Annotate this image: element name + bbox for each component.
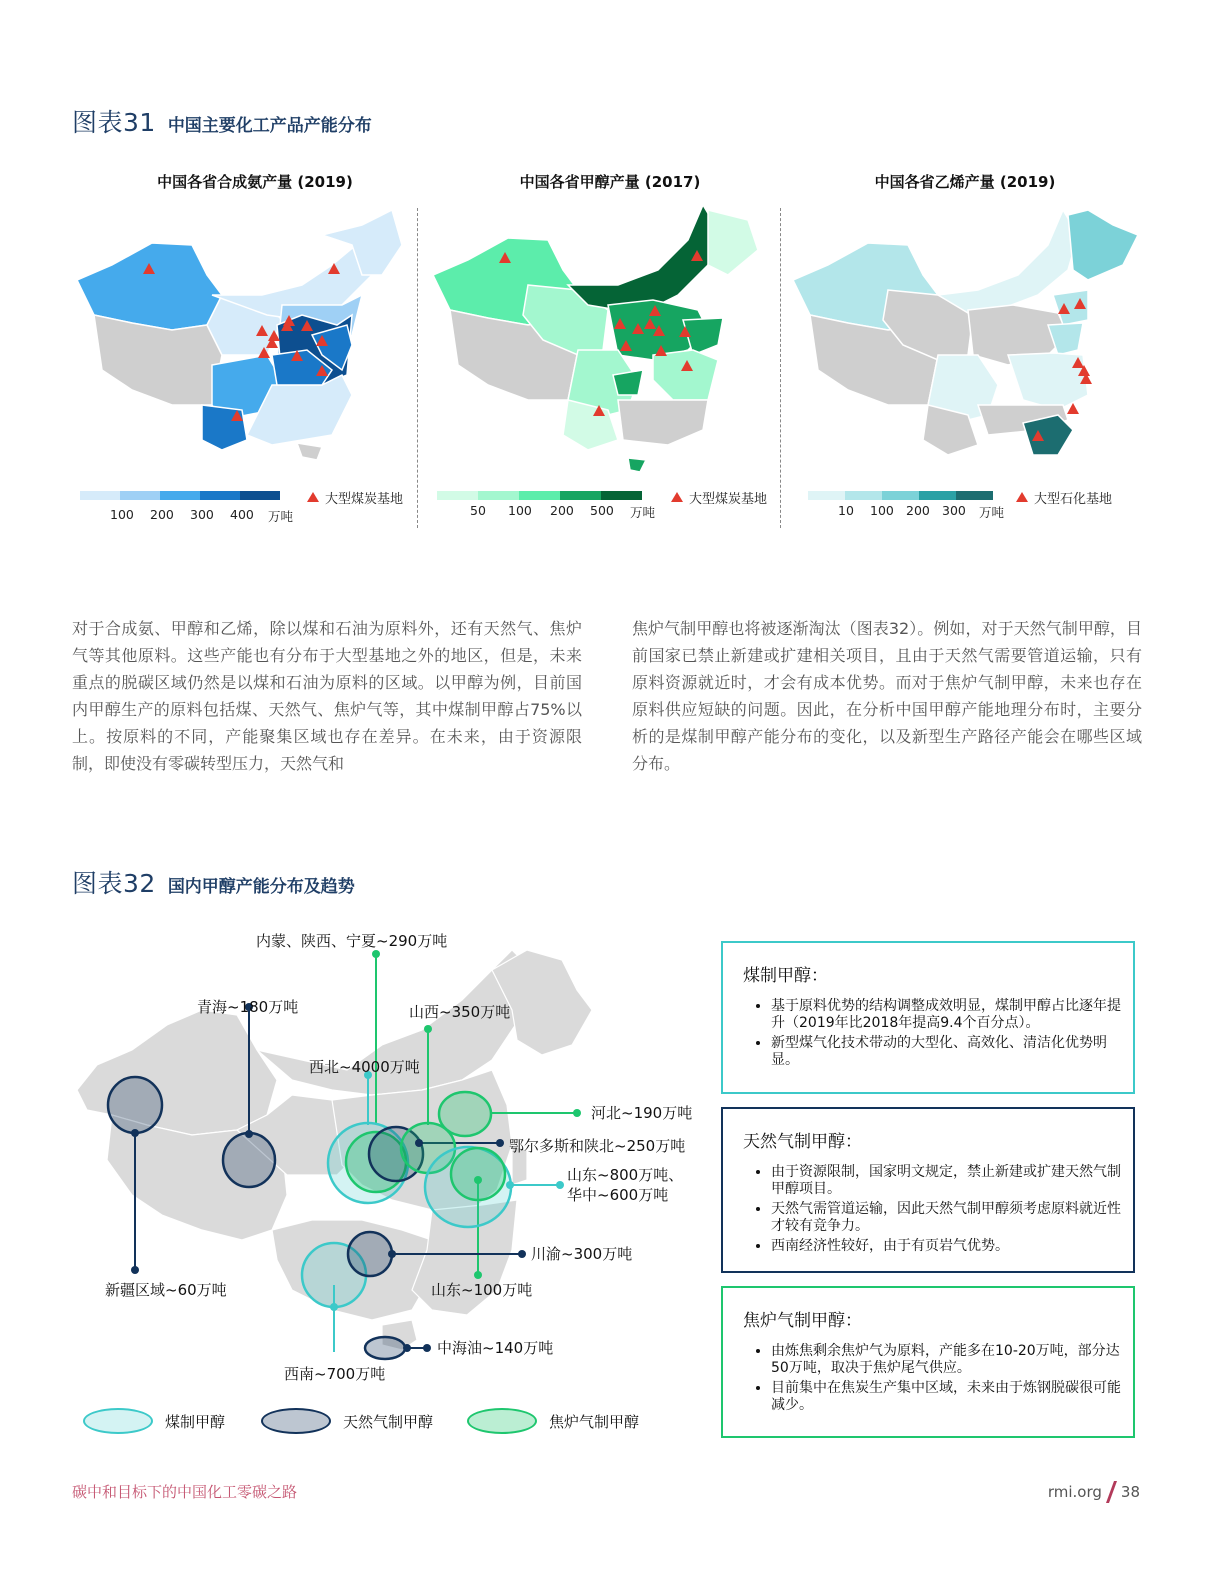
- legend-gas-methanol: 天然气制甲醇: [261, 1408, 433, 1434]
- footer-report-title: 碳中和目标下的中国化工零碳之路: [72, 1483, 298, 1501]
- triangle-marker-icon: [307, 492, 319, 502]
- callout-qinghai: 青海~180万吨: [197, 998, 299, 1016]
- list-item: • 目前集中在焦炭生产集中区域，未来由于炼钢脱碳很可能减少。: [771, 1380, 1121, 1414]
- gas-legend-swatch: [261, 1408, 331, 1434]
- region-hainan: [297, 443, 322, 460]
- circle-cnooc-gas: [365, 1337, 405, 1359]
- map-ammonia: [72, 205, 412, 485]
- circle-xinjiang-gas: [108, 1077, 162, 1133]
- info-box-coal: [721, 941, 1135, 1094]
- figure31-heading: [72, 103, 372, 139]
- map-methanol-title: 中国各省甲醇产量 (2017): [519, 173, 701, 191]
- slash-divider-icon: [1106, 1481, 1117, 1503]
- coal-legend-swatch: [83, 1408, 153, 1434]
- ammonia-legend-bar: [80, 491, 280, 500]
- callout-xinjiang: 新疆区域~60万吨: [105, 1281, 227, 1299]
- paragraph-right: 焦炉气制甲醇也将被逐渐淘汰（图表32）。例如，对于天然气制甲醇，目前国家已禁止新建或扩建相关项目，且由于天然气需要管道运输，只有原料资源就近时，才会有成本优势。而对于焦炉气制甲醇，未来也存在原料供应短缺的问题。因此，在分析中国甲醇产能地理分布时，主要分析的是煤制甲醇产能分布的变化，以及新型生产路径产能会在哪些区域分布。: [632, 619, 1142, 773]
- list-item: • 天然气需管道运输，因此天然气制甲醇须考虑原料就近性才较有竞争力。: [771, 1201, 1121, 1235]
- figure31-title: 中国主要化工产品产能分布: [167, 116, 372, 136]
- callout-sd-hz-2: 华中~600万吨: [567, 1186, 669, 1204]
- callout-shanxi: 山西~350万吨: [409, 1003, 511, 1021]
- info-box-coal-title: 煤制甲醇：: [743, 966, 828, 986]
- ethylene-legend-bar: [808, 491, 993, 500]
- map-methanol: [428, 200, 773, 480]
- legend-coal-methanol: 煤制甲醇: [83, 1408, 225, 1434]
- methanol-legend-labels: 50 100 200 500 万吨: [470, 503, 656, 520]
- region-tibet: [94, 315, 222, 405]
- page-number: 38: [1120, 1483, 1140, 1501]
- map-ethylene-title: 中国各省乙烯产量 (2019): [874, 173, 1056, 191]
- callout-cnooc: 中海油~140万吨: [437, 1339, 554, 1357]
- circle-shandong-coke: [451, 1148, 505, 1200]
- list-item: • 由炼焦剩余焦炉气为原料，产能多在10-20万吨，部分达50万吨，取决于焦炉尾气供应。: [771, 1343, 1121, 1377]
- ethylene-legend-labels: 10 100 200 300 万吨: [838, 503, 1005, 520]
- coke-legend-swatch: [467, 1408, 537, 1434]
- info-box-gas: [721, 1107, 1135, 1273]
- map-ethylene: [788, 205, 1143, 485]
- list-item: • 基于原料优势的结构调整成效明显，煤制甲醇占比逐年提升（2019年比2018年提高9.4个百分点）。: [771, 998, 1121, 1032]
- callout-chuanyu: 川渝~300万吨: [531, 1245, 633, 1263]
- callout-ordos: 鄂尔多斯和陕北~250万吨: [509, 1137, 686, 1155]
- callout-nmg: 内蒙、陕西、宁夏~290万吨: [256, 932, 448, 950]
- map-ammonia-title: 中国各省合成氨产量 (2019): [157, 173, 353, 191]
- callout-shandong: 山东~100万吨: [431, 1281, 533, 1299]
- paragraph-left: 对于合成氨、甲醇和乙烯，除以煤和石油为原料外，还有天然气、焦炉气等其他原料。这些产能也有分布于大型基地之外的地区，但是，未来重点的脱碳区域仍然是以煤和石油为原料的区域。以甲醇为例，目前国内甲醇生产的原料包括煤、天然气、焦炉气等，其中煤制甲醇占75%以上。按原料的不同，产能聚集区域也存在差异。在未来，由于资源限制，即使没有零碳转型压力，天然气和: [72, 619, 582, 773]
- circle-chuanyu-gas: [348, 1232, 392, 1276]
- triangle-marker-icon: [671, 492, 683, 502]
- info-box-gas-title: 天然气制甲醇：: [743, 1132, 862, 1152]
- callout-xibei: 西北~4000万吨: [309, 1058, 420, 1076]
- map-separator: [780, 208, 781, 528]
- callout-xinan: 西南~700万吨: [284, 1365, 386, 1383]
- circle-qinghai-gas: [223, 1133, 275, 1187]
- figure32-number: 图表32: [72, 869, 156, 898]
- figure32-title: 国内甲醇产能分布及趋势: [167, 877, 355, 897]
- list-item: • 由于资源限制，国家明文规定，禁止新建或扩建天然气制甲醇项目。: [771, 1164, 1121, 1198]
- ammonia-base-legend: 大型煤炭基地: [307, 488, 403, 507]
- map-separator: [417, 208, 418, 528]
- figure32-heading: [72, 864, 355, 900]
- legend-coke-methanol: 焦炉气制甲醇: [467, 1408, 639, 1434]
- list-item: • 西南经济性较好，由于有页岩气优势。: [771, 1238, 1121, 1255]
- ammonia-legend-labels: 100 200 300 400 万吨: [110, 507, 294, 524]
- methanol-legend-bar: [437, 491, 642, 500]
- footer-site-link[interactable]: rmi.org: [1047, 1483, 1102, 1501]
- ethylene-base-legend: 大型石化基地: [1016, 488, 1112, 507]
- callout-hebei: 河北~190万吨: [591, 1104, 693, 1122]
- region-yunnan: [202, 405, 247, 450]
- region-xinjiang: [77, 1010, 277, 1135]
- figure31-number: 图表31: [72, 108, 156, 137]
- circle-hebei-coke: [439, 1092, 491, 1136]
- list-item: • 新型煤气化技术带动的大型化、高效化、清洁化优势明显。: [771, 1035, 1121, 1069]
- info-box-coke-title: 焦炉气制甲醇：: [743, 1311, 862, 1331]
- callout-sd-hz-1: 山东~800万吨、: [567, 1166, 684, 1184]
- info-box-coke: [721, 1286, 1135, 1438]
- footer-right: [1048, 1481, 1140, 1503]
- methanol-base-legend: 大型煤炭基地: [671, 488, 767, 507]
- triangle-marker-icon: [1016, 492, 1028, 502]
